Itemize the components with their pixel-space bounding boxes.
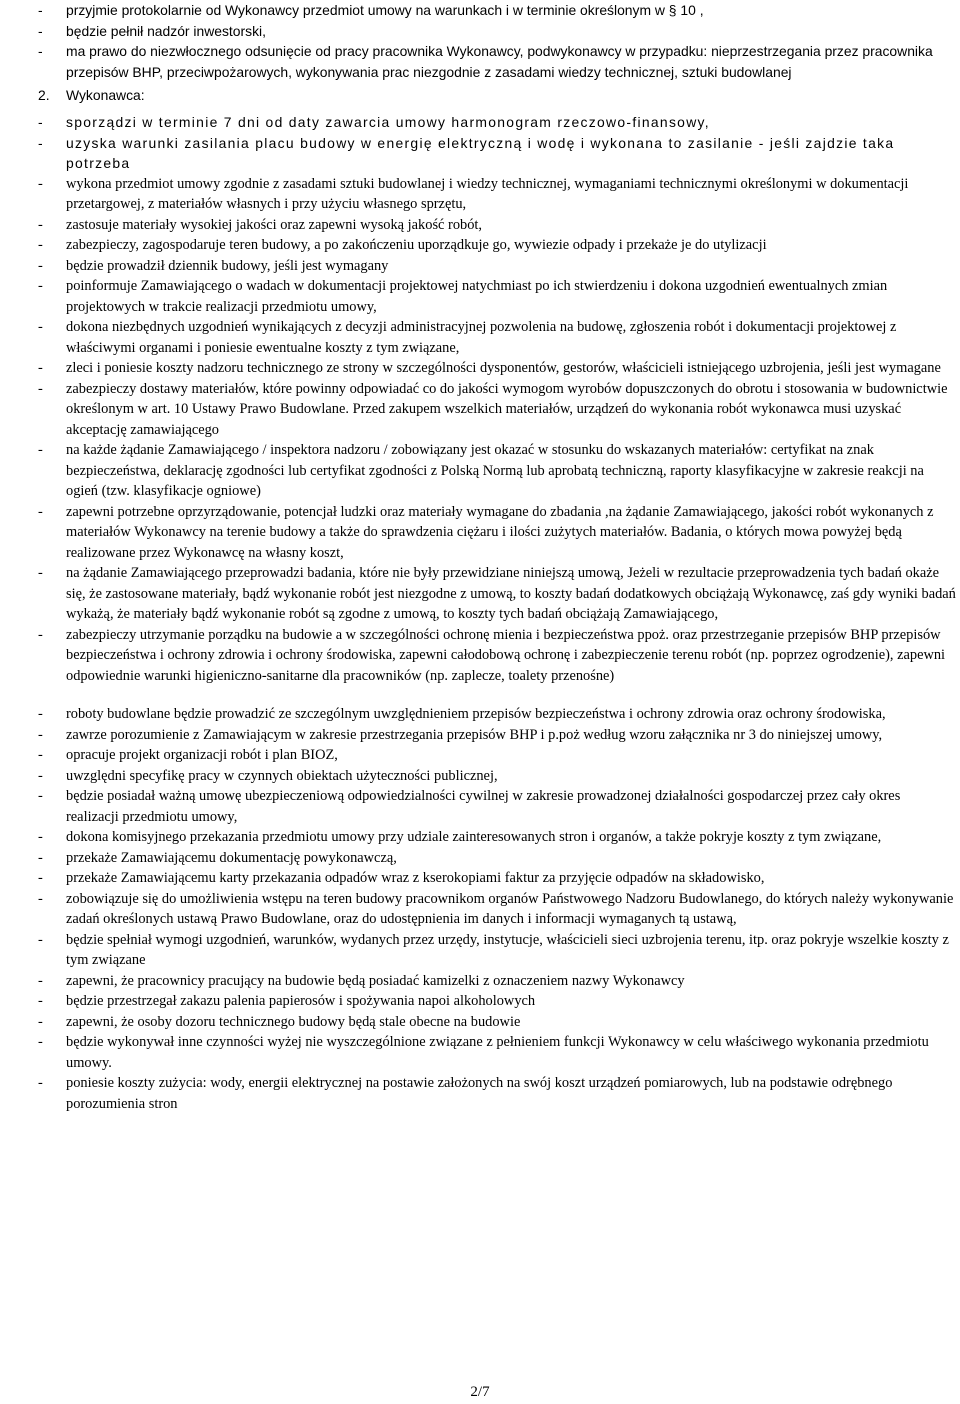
list-dash: -: [38, 870, 43, 886]
list-item: [0, 215, 960, 236]
list-dash: -: [38, 565, 43, 581]
list-dash: -: [38, 829, 43, 845]
list-item: [0, 317, 960, 358]
list-item: [0, 502, 960, 564]
list-dash: -: [38, 626, 43, 643]
page-number: 2/7: [470, 1384, 490, 1400]
list-item: [0, 235, 960, 256]
list-item: [0, 174, 960, 215]
list-item-text: zobowiązuje się do umożliwienia wstępu na teren budowy pracownikom organów Państwowego Nadzoru Budowlanego, do których należy wykonywanie zadań określonych ustawą Prawo Budowlane, oraz do udostępnienia im danych i informacji wymaganych tą ustawą,: [66, 890, 954, 927]
list-dash: -: [38, 503, 43, 520]
list-dash: -: [38, 767, 43, 784]
list-item: [0, 563, 960, 625]
list-item-text: będzie prowadził dziennik budowy, jeśli jest wymagany: [66, 257, 389, 274]
list-dash: -: [38, 380, 43, 397]
list-item: [0, 276, 960, 317]
list-dash: -: [38, 1013, 43, 1030]
list-item-text: wykona przedmiot umowy zgodnie z zasadami sztuki budowlanej i wiedzy technicznej, wymaganiami technicznymi określonymi w dokumentacji przetargowej, z materiałów własnych i przy użyciu własnego sprzętu,: [66, 175, 909, 212]
list-item: [0, 786, 960, 827]
list-item: [0, 0, 960, 21]
list-item: [0, 21, 960, 42]
list-item: [0, 133, 960, 174]
list-item-text: zleci i poniesie koszty nadzoru technicznego ze strony w szczególności dysponentów, gestorów, właścicieli istniejącego uzbrojenia, jeśli jest wymagane: [66, 360, 941, 376]
list-item: [0, 848, 960, 869]
list-item-text: poinformuje Zamawiającego o wadach w dokumentacji projektowej natychmiast po ich stwierdzeniu i dokona uzgodnień ewentualnych zmian projektowych w trakcie realizacji przedmiotu umowy,: [66, 278, 888, 315]
list-item-text: roboty budowlane będzie prowadzić ze szczególnym uwzględnieniem przepisów bezpieczeństwa i ochrony zdrowia oraz ochrony środowiska,: [66, 706, 886, 722]
section-title: Wykonawca:: [66, 87, 145, 103]
list-dash: -: [38, 114, 44, 130]
list-item-text: sporządzi w terminie 7 dni od daty zawarcia umowy harmonogram rzeczowo-finansowy,: [66, 114, 710, 130]
list-item-text: dokona niezbędnych uzgodnień wynikających z decyzji administracyjnej pozwolenia na budowę, zgłoszenia robót i dokumentacji projektowej z właściwymi organami i poniesie ewentualne koszty z tym związane,: [66, 319, 897, 356]
list-item: [0, 827, 960, 848]
list-dash: -: [38, 788, 43, 804]
list-item: [0, 1012, 960, 1033]
list-dash: -: [38, 726, 43, 743]
list-dash: -: [38, 216, 43, 233]
list-item-text: zapewni, że pracownicy pracujący na budowie będą posiadać kamizelki z oznaczeniem nazwy Wykonawcy: [66, 972, 685, 989]
list-item-text: opracuje projekt organizacji robót i plan BIOZ,: [66, 747, 338, 763]
list-item: [0, 1073, 960, 1114]
list-item-text: zabezpieczy utrzymanie porządku na budowie a w szczególności ochronę mienia i bezpieczeństwa ppoż. oraz przestrzeganie przepisów BHP przepisów bezpieczeństwa i ochrony zdrowia i ochrony środowiska, zapewni całodobową ochronę i zabezpieczenie terenu robót (np. poprzez ogrodzenie), zapewni odpowiednie warunki higieniczno-sanitarne dla pracowników (np. zaplecze, toalety przenośne): [66, 626, 946, 684]
list-dash: -: [38, 278, 43, 294]
list-item: [0, 625, 960, 687]
list-item: [0, 112, 960, 133]
list-item-text: zapewni, że osoby dozoru technicznego budowy będą stale obecne na budowie: [66, 1013, 521, 1030]
list-dash: -: [38, 43, 43, 59]
list-item-text: będzie posiadał ważną umowę ubezpieczeniową odpowiedzialności cywilnej w zakresie prowadzonej działalności gospodarczej przez cały okres realizacji przedmiotu umowy,: [66, 788, 901, 825]
list-dash: -: [38, 237, 43, 253]
list-dash: -: [38, 175, 43, 192]
list-item: [0, 440, 960, 502]
list-item-text: będzie pełnił nadzór inwestorski,: [66, 22, 266, 39]
list-item-text: zastosuje materiały wysokiej jakości oraz zapewni wysoką jakość robót,: [66, 216, 483, 233]
list-dash: -: [38, 134, 44, 151]
list-item-text: na każde żądanie Zamawiającego / inspektora nadzoru / zobowiązany jest okazać w stosunku do wskazanych materiałów: certyfikat na znak bezpieczeństwa, deklarację zgodności lub certyfikat zgodności z Polską Normą lub aprobatą techniczną, raporty klasyfikacyjne w zakresie reakcji na ogień (tzw. klasyfikacje ogniowe): [66, 442, 924, 499]
list-dash: -: [38, 890, 43, 907]
list-item: [0, 930, 960, 971]
list-item-text: przekaże Zamawiającemu karty przekazania odpadów wraz z kserokopiami faktur za przyjęcie odpadów na składowisko,: [66, 870, 765, 886]
list-item: [0, 868, 960, 889]
list-item: [0, 41, 960, 82]
list-dash: -: [38, 849, 43, 866]
list-item: [0, 379, 960, 441]
list-item: [0, 256, 960, 277]
list-dash: -: [38, 319, 43, 335]
list-item: [0, 725, 960, 746]
list-item-text: zabezpieczy dostawy materiałów, które powinny odpowiadać co do jakości wymogom wyrobów dopuszczonych do obrotu i stosowania w budownictwie określonym w art. 10 Ustawy Prawo Budowlane. Przed zakupem wszelkich materiałów, urządzeń do wykonania robót wykonawca musi uzyskać akceptację zamawiającego: [66, 380, 948, 438]
list-item: [0, 766, 960, 787]
list-dash: -: [38, 993, 43, 1009]
list-item-text: dokona komisyjnego przekazania przedmiotu umowy przy udziale zainteresowanych stron i organów, a także pokryje koszty z tym związane,: [66, 829, 882, 845]
list-dash: -: [38, 442, 43, 458]
list-dash: -: [38, 22, 43, 39]
list-dash: -: [38, 360, 43, 376]
list-item-text: na żądanie Zamawiającego przeprowadzi badania, które nie były przewidziane niniejszą umową, Jeżeli w rezultacie przeprowadzenia tych badań okaże się, że zastosowane materiały, bądź wykonanie robót jest niezgodne z umową, to koszty badań dodatkowych obciążają Wykonawcę, zaś gdy wyniki badań wykażą, że materiały bądź wykonanie robót są zgodne z umową, to koszty tych badań obciążają Zamawiającego,: [66, 565, 956, 622]
list-item-text: zapewni potrzebne oprzyrządowanie, potencjał ludzki oraz materiały wymagane do zbadania ,na żądanie Zamawiającego, jakości robót wykonanych z materiałów Wykonawcy na terenie budowy a także do sprawdzenia ciężaru i ilości zużytych materiałów. Badania, o których mowa powyżej będą realizowane przez Wykonawcę na własny koszt,: [66, 503, 934, 561]
list-item-text: zabezpieczy, zagospodaruje teren budowy, a po zakończeniu uporządkuje go, wywiezie odpady i przekaże je do utylizacji: [66, 237, 767, 253]
list-item-text: przyjmie protokolarnie od Wykonawcy przedmiot umowy na warunkach i w terminie określonym w § 10 ,: [66, 2, 704, 18]
list-dash: -: [38, 1075, 43, 1091]
list-item: [0, 971, 960, 992]
list-item: [0, 991, 960, 1012]
list-item-text: uwzględni specyfikę pracy w czynnych obiektach użyteczności publicznej,: [66, 767, 498, 784]
list-dash: -: [38, 747, 43, 763]
section-heading: [0, 84, 960, 106]
list-dash: -: [38, 257, 43, 274]
list-item-text: uzyska warunki zasilania placu budowy w energię elektryczną i wodę i wykonana to zasilanie - jeśli zajdzie taka potrzeba: [66, 134, 895, 171]
list-item-text: będzie spełniał wymogi uzgodnień, warunków, wydanych przez urzędy, instytucje, właścicieli sieci uzbrojenia terenu, itp. oraz pokryje wszelkie koszty z tym związane: [66, 931, 949, 968]
list-item: [0, 358, 960, 379]
list-item: [0, 1032, 960, 1073]
list-item-text: poniesie koszty zużycia: wody, energii elektrycznej na postawie założonych na swój koszt urządzeń pomiarowych, lub na podstawie odrębnego porozumienia stron: [66, 1075, 893, 1112]
list-dash: -: [38, 931, 43, 948]
list-dash: -: [38, 2, 43, 18]
list-dash: -: [38, 972, 43, 989]
section-number: 2.: [38, 87, 50, 103]
list-item-text: zawrze porozumienie z Zamawiającym w zakresie przestrzegania przepisów BHP i p.poż według wzoru załącznika nr 3 do niniejszej umowy,: [66, 726, 883, 743]
list-item-text: przekaże Zamawiającemu dokumentację powykonawczą,: [66, 849, 397, 866]
paragraph-gap: [0, 686, 960, 704]
list-dash: -: [38, 706, 43, 722]
list-item: [0, 745, 960, 766]
list-item: [0, 704, 960, 725]
list-dash: -: [38, 1034, 43, 1050]
list-item: [0, 889, 960, 930]
list-item-text: będzie przestrzegał zakazu palenia papierosów i spożywania napoi alkoholowych: [66, 993, 536, 1009]
list-item-text: będzie wykonywał inne czynności wyżej nie wyszczególnione związane z pełnieniem funkcji Wykonawcy w celu właściwego wykonania przedmiotu umowy.: [66, 1034, 929, 1071]
list-item-text: ma prawo do niezwłocznego odsunięcie od pracy pracownika Wykonawcy, podwykonawcy w przypadku: nieprzestrzegania przez pracownika przepisów BHP, przeciwpożarowych, wykonywania prac niezgodnie z zasadami wiedzy technicznej, sztuki budowlanej: [66, 43, 933, 80]
